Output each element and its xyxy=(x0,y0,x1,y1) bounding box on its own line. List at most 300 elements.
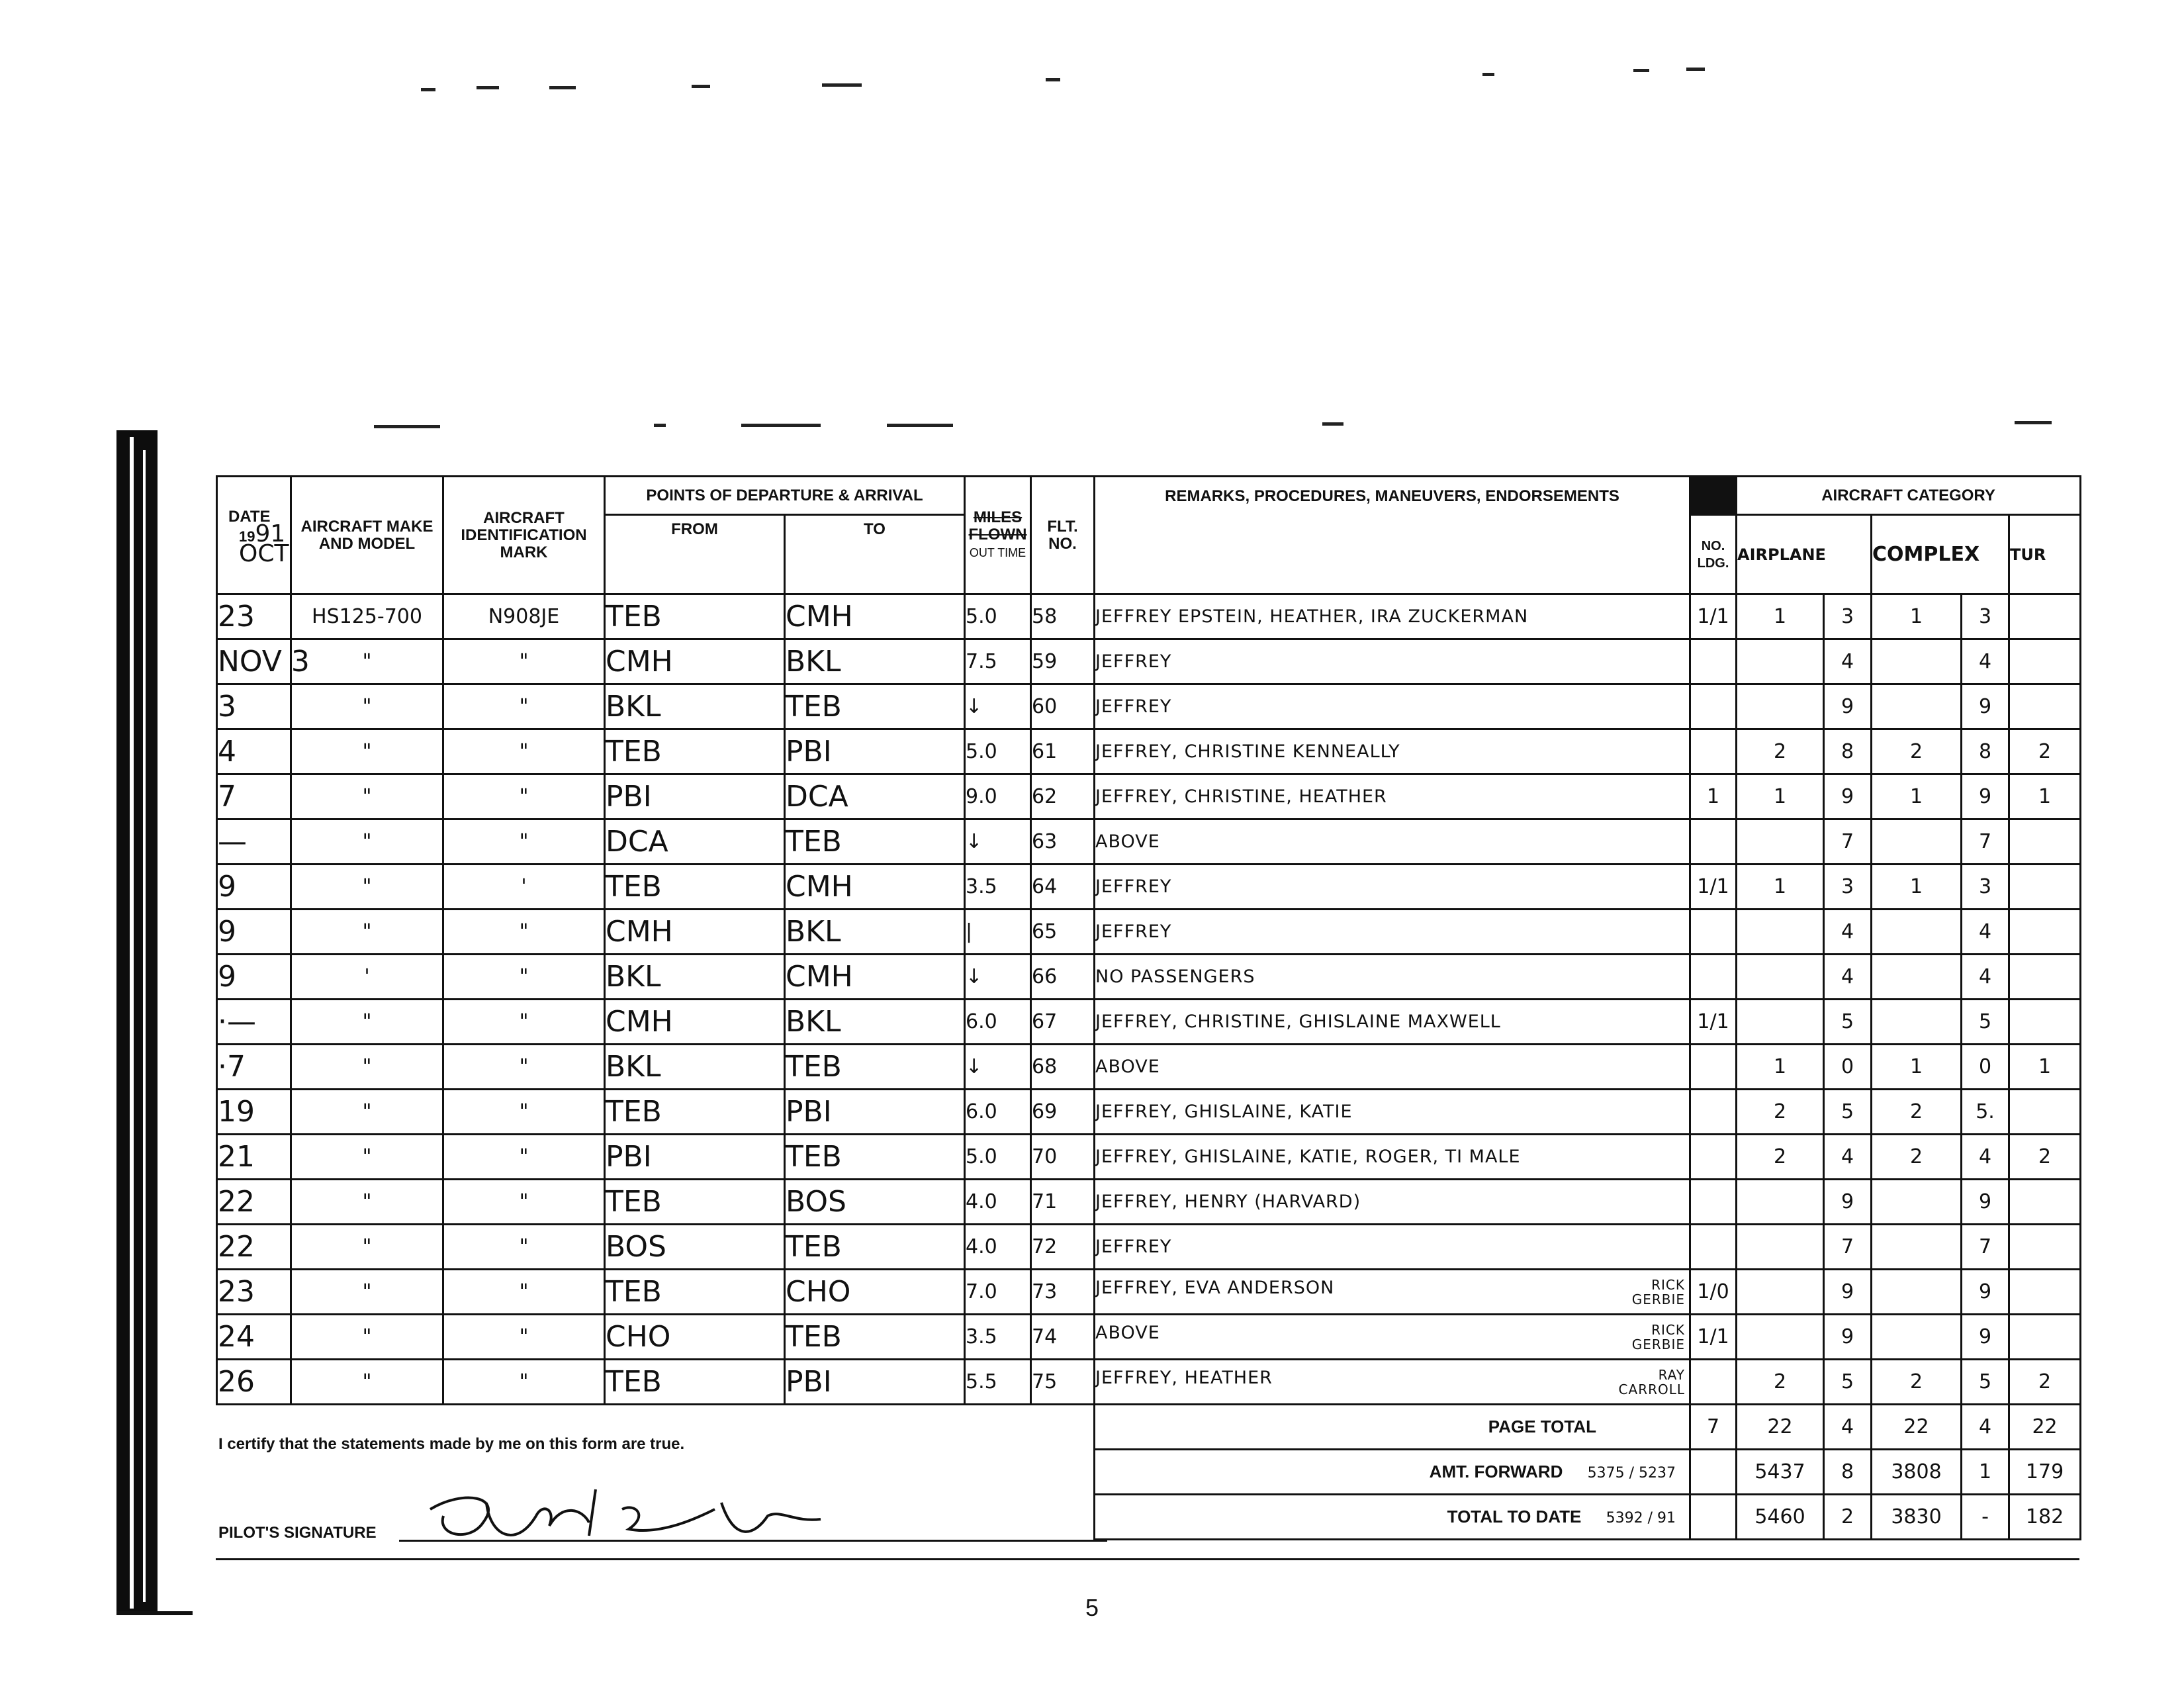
to-cell: BOS xyxy=(785,1180,965,1225)
turbine-cell xyxy=(2009,955,2081,1000)
remarks-text: JEFFREY xyxy=(1095,876,1172,897)
amt-forward-ldg xyxy=(1690,1450,1737,1495)
log-entry-row xyxy=(217,1045,2081,1090)
make-model-cell: " xyxy=(291,1225,443,1270)
landings-cell xyxy=(1690,1180,1737,1225)
scan-dash xyxy=(1046,78,1060,81)
ident-mark-header: AIRCRAFT IDENTIFICATION MARK xyxy=(443,477,605,594)
ident-mark-cell: " xyxy=(443,639,605,684)
scan-dash xyxy=(822,83,862,87)
complex-tenths-cell: 7 xyxy=(1962,820,2009,865)
flt-no-cell: 64 xyxy=(1031,865,1095,910)
complex-tenths-cell: 9 xyxy=(1962,1180,2009,1225)
log-entry-row xyxy=(217,865,2081,910)
landings-cell: 1/1 xyxy=(1690,1000,1737,1045)
make-model-cell: " xyxy=(291,865,443,910)
landings-cell: 1/1 xyxy=(1690,1315,1737,1360)
total-airplane-tenths: 2 xyxy=(1824,1495,1872,1540)
miles-cell: ↓ xyxy=(965,1045,1031,1090)
page-total-airplane: 22 xyxy=(1737,1405,1824,1450)
scan-dash xyxy=(741,424,821,427)
airplane-hours-cell xyxy=(1737,1225,1824,1270)
to-cell: PBI xyxy=(785,729,965,774)
remarks-text: JEFFREY xyxy=(1095,651,1172,672)
scan-dash xyxy=(549,86,576,89)
date-cell: 22 xyxy=(217,1180,291,1225)
from-cell: DCA xyxy=(605,820,785,865)
make-model-cell: " xyxy=(291,820,443,865)
make-model-cell: " xyxy=(291,774,443,820)
make-model-cell: " xyxy=(291,1180,443,1225)
airplane-tenths-cell: 9 xyxy=(1824,1315,1872,1360)
log-entry-row xyxy=(217,1090,2081,1135)
airplane-hours-cell: 1 xyxy=(1737,865,1824,910)
airplane-hours-cell xyxy=(1737,1315,1824,1360)
year-field: 1991 xyxy=(239,520,286,547)
remarks-cell xyxy=(1095,1180,1690,1225)
log-entry-row xyxy=(217,955,2081,1000)
total-ldg xyxy=(1690,1495,1737,1540)
date-cell: 9 xyxy=(217,955,291,1000)
log-entry-row xyxy=(217,1270,2081,1315)
to-cell: TEB xyxy=(785,1135,965,1180)
from-cell: BKL xyxy=(605,684,785,729)
scan-dash xyxy=(654,424,666,427)
from-cell: CMH xyxy=(605,639,785,684)
date-cell: ·7 xyxy=(217,1045,291,1090)
remarks-cell xyxy=(1095,594,1690,639)
landings-cell xyxy=(1690,1045,1737,1090)
log-entry-row xyxy=(217,1000,2081,1045)
airplane-tenths-cell: 9 xyxy=(1824,684,1872,729)
airplane-tenths-cell: 9 xyxy=(1824,1180,1872,1225)
airplane-tenths-cell: 5 xyxy=(1824,1090,1872,1135)
remarks-text: ABOVE xyxy=(1095,831,1160,852)
to-cell: TEB xyxy=(785,820,965,865)
pilot-signature xyxy=(424,1463,834,1584)
landings-cell: 1/0 xyxy=(1690,1270,1737,1315)
date-cell: 21 xyxy=(217,1135,291,1180)
landings-cell xyxy=(1690,1135,1737,1180)
airplane-hours-cell xyxy=(1737,1270,1824,1315)
flt-no-cell: 70 xyxy=(1031,1135,1095,1180)
turbine-cell: 1 xyxy=(2009,1045,2081,1090)
ident-mark-cell: " xyxy=(443,1135,605,1180)
page-total-airplane-tenths: 4 xyxy=(1824,1405,1872,1450)
log-entry-row xyxy=(217,1180,2081,1225)
from-cell: TEB xyxy=(605,729,785,774)
crew-note: RICK GERBIE xyxy=(1631,1321,1686,1352)
remarks-text: JEFFREY, HEATHER xyxy=(1095,1367,1273,1388)
log-entry-row xyxy=(217,684,2081,729)
remarks-cell xyxy=(1095,729,1690,774)
complex-tenths-cell: 5 xyxy=(1962,1000,2009,1045)
flt-no-cell: 74 xyxy=(1031,1315,1095,1360)
miles-cell: ↓ xyxy=(965,955,1031,1000)
binding-bar-gap xyxy=(130,437,134,1609)
page-total-complex-tenths: 4 xyxy=(1962,1405,2009,1450)
turbine-cell xyxy=(2009,639,2081,684)
airplane-tenths-cell: 5 xyxy=(1824,1360,1872,1405)
to-cell: PBI xyxy=(785,1090,965,1135)
remarks-cell xyxy=(1095,910,1690,955)
ident-mark-cell: N908JE xyxy=(443,594,605,639)
to-header: TO xyxy=(785,515,965,594)
from-cell: PBI xyxy=(605,1135,785,1180)
aircraft-category-header: AIRCRAFT CATEGORY xyxy=(1737,477,2081,515)
remarks-text: JEFFREY EPSTEIN, HEATHER, IRA ZUCKERMAN xyxy=(1095,606,1529,627)
remarks-text: JEFFREY, GHISLAINE, KATIE xyxy=(1095,1102,1353,1122)
remarks-cell xyxy=(1095,1045,1690,1090)
log-entries xyxy=(217,594,2081,1405)
make-model-cell: ' xyxy=(291,955,443,1000)
ident-mark-cell: " xyxy=(443,1315,605,1360)
turbine-cell xyxy=(2009,1270,2081,1315)
complex-hours-cell xyxy=(1872,820,1962,865)
airplane-tenths-cell: 8 xyxy=(1824,729,1872,774)
no-ldg-header: NO. LDG. xyxy=(1690,515,1737,594)
complex-hours-cell xyxy=(1872,1225,1962,1270)
to-cell: CMH xyxy=(785,594,965,639)
ident-mark-cell: ' xyxy=(443,865,605,910)
remarks-cell xyxy=(1095,1315,1690,1360)
remarks-text: JEFFREY, EVA ANDERSON xyxy=(1095,1277,1335,1298)
complex-hours-cell xyxy=(1872,1270,1962,1315)
make-model-cell: " xyxy=(291,1315,443,1360)
category-airplane-header: AIRPLANE xyxy=(1737,515,1872,594)
make-model-cell: " xyxy=(291,684,443,729)
page-total-label: PAGE TOTAL xyxy=(1095,1405,1690,1450)
landings-cell: 1/1 xyxy=(1690,594,1737,639)
complex-hours-cell: 1 xyxy=(1872,865,1962,910)
ident-mark-cell: " xyxy=(443,820,605,865)
complex-tenths-cell: 9 xyxy=(1962,1270,2009,1315)
turbine-cell xyxy=(2009,594,2081,639)
make-model-cell: " xyxy=(291,1360,443,1405)
complex-hours-cell: 1 xyxy=(1872,594,1962,639)
to-cell: CMH xyxy=(785,865,965,910)
remarks-cell xyxy=(1095,1360,1690,1405)
amt-forward-airplane: 5437 xyxy=(1737,1450,1824,1495)
landings-cell xyxy=(1690,820,1737,865)
to-cell: BKL xyxy=(785,639,965,684)
to-cell: CMH xyxy=(785,955,965,1000)
scan-dash xyxy=(1633,69,1649,72)
scan-dash xyxy=(421,88,435,91)
make-model-cell: " xyxy=(291,639,443,684)
log-entry-row xyxy=(217,1360,2081,1405)
landings-cell xyxy=(1690,639,1737,684)
scan-dash xyxy=(2015,421,2052,424)
date-label: DATE xyxy=(228,507,271,526)
remarks-cell xyxy=(1095,1090,1690,1135)
airplane-hours-cell xyxy=(1737,910,1824,955)
miles-cell: 5.0 xyxy=(965,1135,1031,1180)
airplane-hours-cell: 1 xyxy=(1737,594,1824,639)
airplane-hours-cell: 2 xyxy=(1737,1135,1824,1180)
date-cell: NOV 3 xyxy=(217,639,291,684)
turbine-cell xyxy=(2009,1315,2081,1360)
complex-tenths-cell: 0 xyxy=(1962,1045,2009,1090)
remarks-cell xyxy=(1095,1270,1690,1315)
complex-tenths-cell: 4 xyxy=(1962,1135,2009,1180)
complex-tenths-cell: 7 xyxy=(1962,1225,2009,1270)
to-cell: TEB xyxy=(785,1045,965,1090)
landings-cell xyxy=(1690,910,1737,955)
remarks-text: JEFFREY xyxy=(1095,1237,1172,1257)
binding-bar-foot xyxy=(116,1611,193,1615)
complex-hours-cell: 2 xyxy=(1872,1360,1962,1405)
ident-mark-cell: " xyxy=(443,1225,605,1270)
log-entry-row xyxy=(217,594,2081,639)
turbine-cell xyxy=(2009,1180,2081,1225)
turbine-cell xyxy=(2009,684,2081,729)
to-cell: DCA xyxy=(785,774,965,820)
flt-no-cell: 63 xyxy=(1031,820,1095,865)
signature-scrawl xyxy=(424,1463,834,1569)
landings-cell: 1/1 xyxy=(1690,865,1737,910)
remarks-text: JEFFREY, CHRISTINE, GHISLAINE MAXWELL xyxy=(1095,1011,1501,1032)
flt-no-cell: 69 xyxy=(1031,1090,1095,1135)
scan-dash xyxy=(477,86,499,89)
log-entry-row xyxy=(217,1225,2081,1270)
airplane-hours-cell: 1 xyxy=(1737,774,1824,820)
remarks-text: JEFFREY, CHRISTINE KENNEALLY xyxy=(1095,741,1400,762)
from-cell: TEB xyxy=(605,1360,785,1405)
date-cell: 9 xyxy=(217,910,291,955)
airplane-hours-cell xyxy=(1737,639,1824,684)
ident-mark-cell: " xyxy=(443,1270,605,1315)
remarks-text: ABOVE xyxy=(1095,1322,1160,1343)
turbine-cell xyxy=(2009,1090,2081,1135)
turbine-cell xyxy=(2009,1000,2081,1045)
from-cell: PBI xyxy=(605,774,785,820)
date-cell: 9 xyxy=(217,865,291,910)
miles-cell: 6.0 xyxy=(965,1090,1031,1135)
ident-mark-cell: " xyxy=(443,955,605,1000)
category-complex-header: COMPLEX xyxy=(1872,515,2009,594)
complex-hours-cell xyxy=(1872,1000,1962,1045)
certification-statement: I certify that the statements made by me on this form are true. xyxy=(218,1435,685,1453)
remarks-cell xyxy=(1095,684,1690,729)
miles-flown-header: MILES FLOWN OUT TIME xyxy=(965,477,1031,594)
binding-bar-gap xyxy=(143,450,146,1602)
points-header: POINTS OF DEPARTURE & ARRIVAL xyxy=(605,477,965,515)
complex-tenths-cell: 3 xyxy=(1962,865,2009,910)
complex-tenths-cell: 4 xyxy=(1962,910,2009,955)
date-cell: 23 xyxy=(217,1270,291,1315)
make-model-cell: " xyxy=(291,1090,443,1135)
remarks-header: REMARKS, PROCEDURES, MANEUVERS, ENDORSEMENTS xyxy=(1095,477,1690,594)
complex-hours-cell xyxy=(1872,955,1962,1000)
remarks-cell xyxy=(1095,955,1690,1000)
complex-hours-cell: 1 xyxy=(1872,774,1962,820)
airplane-tenths-cell: 7 xyxy=(1824,1225,1872,1270)
crew-note: RICK GERBIE xyxy=(1631,1276,1686,1307)
airplane-hours-cell xyxy=(1737,1000,1824,1045)
complex-hours-cell xyxy=(1872,910,1962,955)
log-entry-row xyxy=(217,1315,2081,1360)
landings-cell: 1 xyxy=(1690,774,1737,820)
flt-no-cell: 71 xyxy=(1031,1180,1095,1225)
to-cell: TEB xyxy=(785,684,965,729)
airplane-tenths-cell: 9 xyxy=(1824,774,1872,820)
make-model-cell: " xyxy=(291,910,443,955)
from-cell: CHO xyxy=(605,1315,785,1360)
turbine-cell xyxy=(2009,1225,2081,1270)
landings-cell xyxy=(1690,684,1737,729)
remarks-cell xyxy=(1095,1000,1690,1045)
remarks-text: JEFFREY xyxy=(1095,921,1172,942)
airplane-tenths-cell: 0 xyxy=(1824,1045,1872,1090)
complex-hours-cell xyxy=(1872,1315,1962,1360)
amt-forward-label: AMT. FORWARD 5375 / 5237 xyxy=(1095,1450,1690,1495)
remarks-text: JEFFREY xyxy=(1095,696,1172,717)
flt-no-cell: 58 xyxy=(1031,594,1095,639)
flt-no-cell: 73 xyxy=(1031,1270,1095,1315)
ident-mark-cell: " xyxy=(443,1180,605,1225)
landings-cell xyxy=(1690,1225,1737,1270)
remarks-cell xyxy=(1095,639,1690,684)
complex-tenths-cell: 9 xyxy=(1962,684,2009,729)
to-cell: TEB xyxy=(785,1315,965,1360)
airplane-tenths-cell: 4 xyxy=(1824,910,1872,955)
miles-cell: 5.0 xyxy=(965,729,1031,774)
make-model-cell: " xyxy=(291,729,443,774)
turbine-cell xyxy=(2009,910,2081,955)
miles-cell: 4.0 xyxy=(965,1180,1031,1225)
remarks-cell xyxy=(1095,1135,1690,1180)
miles-cell: 9.0 xyxy=(965,774,1031,820)
make-model-cell: " xyxy=(291,1270,443,1315)
ident-mark-cell: " xyxy=(443,1090,605,1135)
remarks-text: ABOVE xyxy=(1095,1056,1160,1077)
date-cell: 7 xyxy=(217,774,291,820)
flt-no-cell: 61 xyxy=(1031,729,1095,774)
scan-dash xyxy=(887,424,953,427)
date-cell: 19 xyxy=(217,1090,291,1135)
airplane-tenths-cell: 3 xyxy=(1824,594,1872,639)
complex-hours-cell: 2 xyxy=(1872,1135,1962,1180)
log-entry-row xyxy=(217,1135,2081,1180)
complex-tenths-cell: 3 xyxy=(1962,594,2009,639)
airplane-hours-cell: 2 xyxy=(1737,1360,1824,1405)
miles-cell: ↓ xyxy=(965,684,1031,729)
flt-no-cell: 67 xyxy=(1031,1000,1095,1045)
from-cell: TEB xyxy=(605,1180,785,1225)
log-entry-row xyxy=(217,774,2081,820)
complex-hours-cell: 2 xyxy=(1872,729,1962,774)
log-entry-row xyxy=(217,729,2081,774)
make-model-header: AIRCRAFT MAKE AND MODEL xyxy=(291,477,443,594)
flt-no-cell: 62 xyxy=(1031,774,1095,820)
scan-dash xyxy=(374,425,440,428)
date-header xyxy=(217,477,291,594)
remarks-text: NO PASSENGERS xyxy=(1095,966,1255,987)
airplane-tenths-cell: 4 xyxy=(1824,1135,1872,1180)
miles-cell: 5.5 xyxy=(965,1360,1031,1405)
from-header: FROM xyxy=(605,515,785,594)
from-cell: TEB xyxy=(605,865,785,910)
amt-forward-airplane-tenths: 8 xyxy=(1824,1450,1872,1495)
turbine-cell xyxy=(2009,865,2081,910)
log-entry-row xyxy=(217,639,2081,684)
scan-dash xyxy=(692,85,710,88)
ident-mark-cell: " xyxy=(443,1000,605,1045)
ident-mark-cell: " xyxy=(443,729,605,774)
month-field: OCT xyxy=(239,539,289,567)
turbine-cell: 2 xyxy=(2009,1360,2081,1405)
complex-hours-cell xyxy=(1872,1180,1962,1225)
miles-cell: 6.0 xyxy=(965,1000,1031,1045)
flt-no-cell: 66 xyxy=(1031,955,1095,1000)
date-cell: — xyxy=(217,820,291,865)
pilot-signature-label: PILOT'S SIGNATURE xyxy=(218,1524,377,1542)
from-cell: BKL xyxy=(605,1045,785,1090)
flt-no-cell: 60 xyxy=(1031,684,1095,729)
pilot-logbook-table xyxy=(216,475,2081,1540)
miles-cell: 3.5 xyxy=(965,865,1031,910)
scan-dash xyxy=(1322,422,1343,426)
date-cell: 4 xyxy=(217,729,291,774)
total-to-date-label: TOTAL TO DATE 5392 / 91 xyxy=(1095,1495,1690,1540)
turbine-cell xyxy=(2009,820,2081,865)
total-complex-tenths: - xyxy=(1962,1495,2009,1540)
date-cell: ·— xyxy=(217,1000,291,1045)
make-model-cell: HS125-700 xyxy=(291,594,443,639)
page-total-complex: 22 xyxy=(1872,1405,1962,1450)
date-cell: 24 xyxy=(217,1315,291,1360)
airplane-hours-cell xyxy=(1737,820,1824,865)
miles-cell: 7.5 xyxy=(965,639,1031,684)
page-total-ldg: 7 xyxy=(1690,1405,1737,1450)
miles-cell: ↓ xyxy=(965,820,1031,865)
ident-mark-cell: " xyxy=(443,684,605,729)
flt-no-cell: 65 xyxy=(1031,910,1095,955)
page-number: 5 xyxy=(1085,1594,1099,1621)
remarks-cell xyxy=(1095,820,1690,865)
complex-hours-cell xyxy=(1872,684,1962,729)
remarks-text: JEFFREY, HENRY (HARVARD) xyxy=(1095,1192,1361,1212)
landings-cell xyxy=(1690,1090,1737,1135)
flt-no-header: FLT. NO. xyxy=(1031,477,1095,594)
airplane-hours-cell xyxy=(1737,1180,1824,1225)
amt-forward-complex-tenths: 1 xyxy=(1962,1450,2009,1495)
miles-cell: 3.5 xyxy=(965,1315,1031,1360)
complex-tenths-cell: 9 xyxy=(1962,774,2009,820)
landings-cell xyxy=(1690,955,1737,1000)
total-complex: 3830 xyxy=(1872,1495,1962,1540)
category-turbine-header: TUR xyxy=(2009,515,2081,594)
date-cell: 26 xyxy=(217,1360,291,1405)
page-bottom-rule xyxy=(216,1558,2079,1560)
remarks-cell xyxy=(1095,774,1690,820)
turbine-cell: 2 xyxy=(2009,729,2081,774)
complex-tenths-cell: 8 xyxy=(1962,729,2009,774)
make-model-cell: " xyxy=(291,1045,443,1090)
amt-forward-complex: 3808 xyxy=(1872,1450,1962,1495)
make-model-cell: " xyxy=(291,1000,443,1045)
landings-cell xyxy=(1690,1360,1737,1405)
amt-forward-turbine: 179 xyxy=(2009,1450,2081,1495)
log-entry-row xyxy=(217,910,2081,955)
date-cell: 3 xyxy=(217,684,291,729)
to-cell: CHO xyxy=(785,1270,965,1315)
from-cell: TEB xyxy=(605,594,785,639)
page-total-turbine: 22 xyxy=(2009,1405,2081,1450)
date-cell: 22 xyxy=(217,1225,291,1270)
miles-cell: 7.0 xyxy=(965,1270,1031,1315)
